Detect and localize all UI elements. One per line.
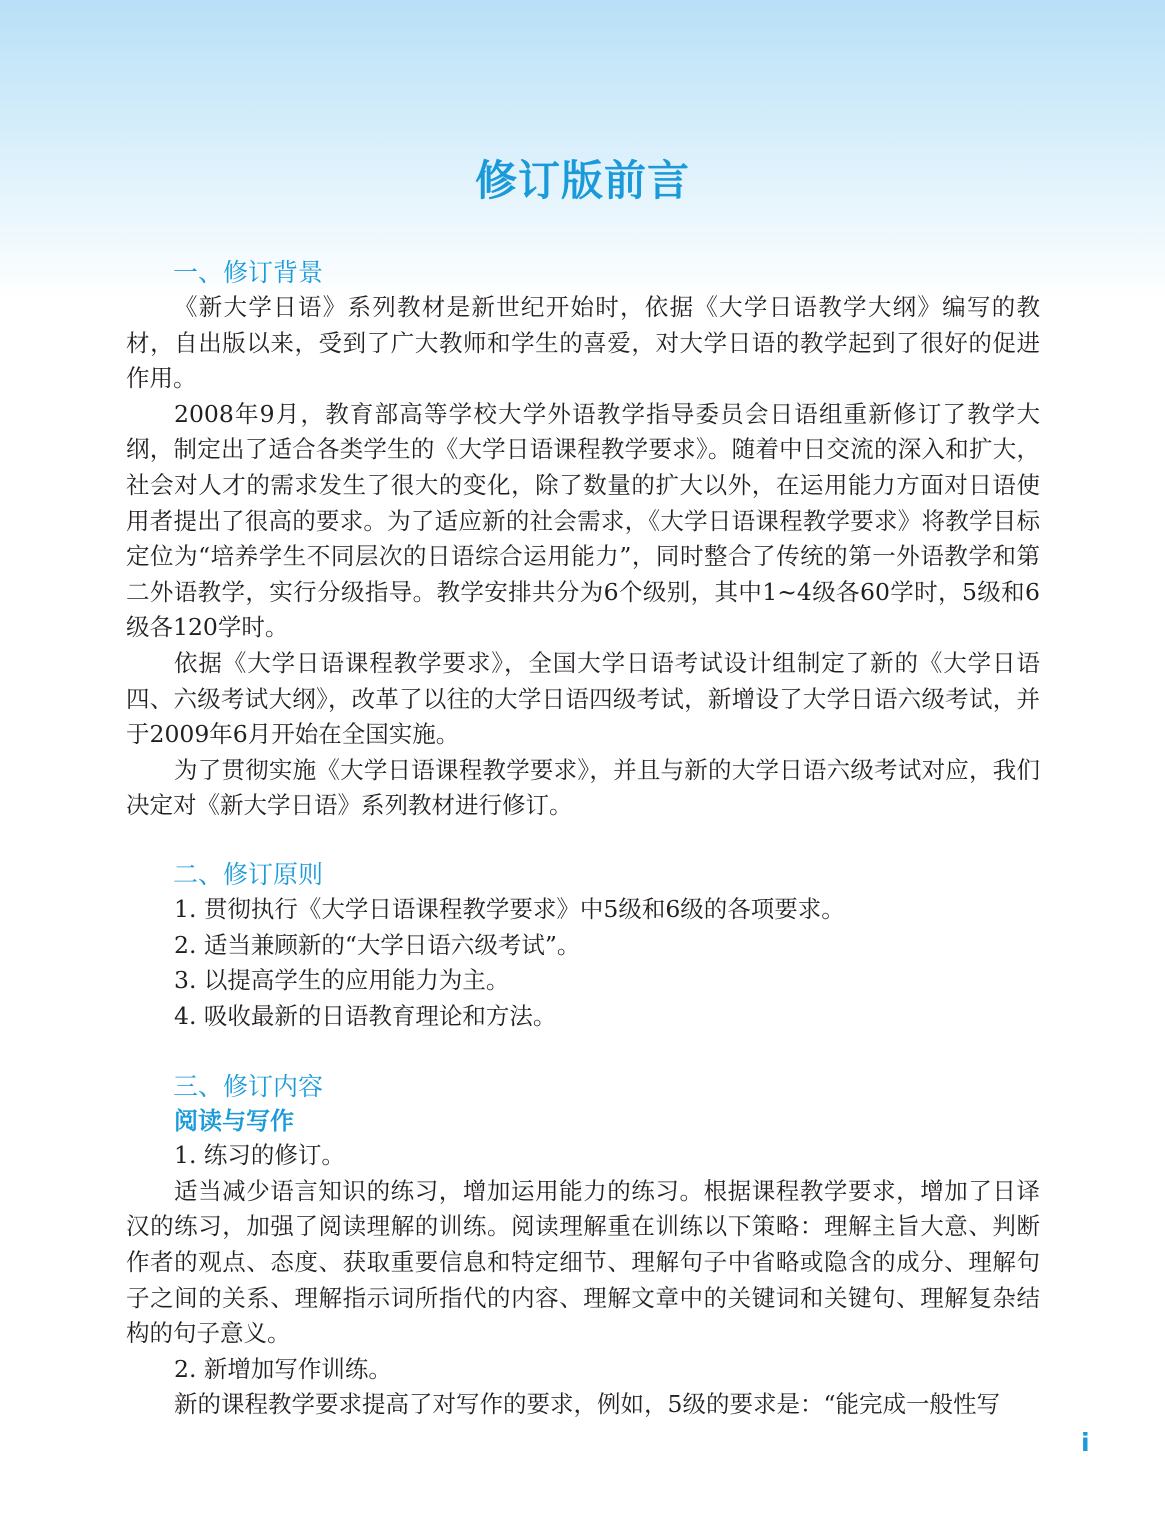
principle-item-3: 3. 以提高学生的应用能力为主。 <box>174 966 510 995</box>
section-spacer <box>126 824 1040 858</box>
preface-body <box>126 256 1040 1423</box>
page-number: i <box>1081 1428 1090 1457</box>
principle-item-2: 2. 适当兼顾新的“大学日语六级考试”。 <box>174 930 581 959</box>
content-item-2: 2. 新增加写作训练。 <box>174 1354 392 1383</box>
section-heading-contents: 三、修订内容 <box>173 1072 324 1102</box>
background-paragraph-1: 《新大学日语》系列教材是新世纪开始时，依据《大学日语教学大纲》编写的教材，自出版以来，受到了广大教师和学生的喜爱，对大学日语的教学起到了很好的促进作用。 <box>126 293 1040 393</box>
section-spacer <box>126 1034 1040 1070</box>
background-paragraph-3: 依据《大学日语课程教学要求》，全国大学日语考试设计组制定了新的《大学日语四、六级考试大纲》，改革了以往的大学日语四级考试，新增设了大学日语六级考试，并于2009年6月开始在全国实施。 <box>126 648 1040 749</box>
content-paragraph-2: 新的课程教学要求提高了对写作的要求，例如，5级的要求是：“能完成一般性写 <box>174 1390 1000 1419</box>
section-heading-principles: 二、修订原则 <box>173 859 324 889</box>
background-paragraph-2: 2008年9月，教育部高等学校大学外语教学指导委员会日语组重新修订了教学大纲，制定出了适合各类学生的《大学日语课程教学要求》。随着中日交流的深入和扩大，社会对人才的需求发生了很大的变化，除了数量的扩大以外，在运用能力方面对日语使用者提出了很高的要求。为了适应新的社会需求，《大学日语课程教学要求》将教学目标定位为“培养学生不同层次的日语综合运用能力”，同时整合了传统的第一外语教学和第二外语教学，实行分级指导。教学安排共分为6个级别，其中1~4级各60学时，5级和6级各120学时。 <box>126 399 1040 642</box>
content-item-1: 1. 练习的修订。 <box>174 1141 345 1170</box>
subheading-reading-writing: 阅读与写作 <box>174 1106 294 1136</box>
principle-item-4: 4. 吸收最新的日语教育理论和方法。 <box>174 1001 557 1030</box>
section-heading-background: 一、修订背景 <box>173 258 324 287</box>
principle-item-1: 1. 贯彻执行《大学日语课程教学要求》中5级和6级的各项要求。 <box>174 894 845 923</box>
content-paragraph-1: 适当减少语言知识的练习，增加运用能力的练习。根据课程教学要求，增加了日译汉的练习，加强了阅读理解的训练。阅读理解重在训练以下策略：理解主旨大意、判断作者的观点、态度、获取重要信息和特定细节、理解句子中省略或隐含的成分、理解句子之间的关系、理解指示词所指代的内容、理解文章中的关键词和关键句、理解复杂结构的句子意义。 <box>126 1176 1040 1348</box>
page-title: 修订版前言 <box>474 156 690 205</box>
background-paragraph-4: 为了贯彻实施《大学日语课程教学要求》，并且与新的大学日语六级考试对应，我们决定对《新大学日语》系列教材进行修订。 <box>126 755 1040 820</box>
